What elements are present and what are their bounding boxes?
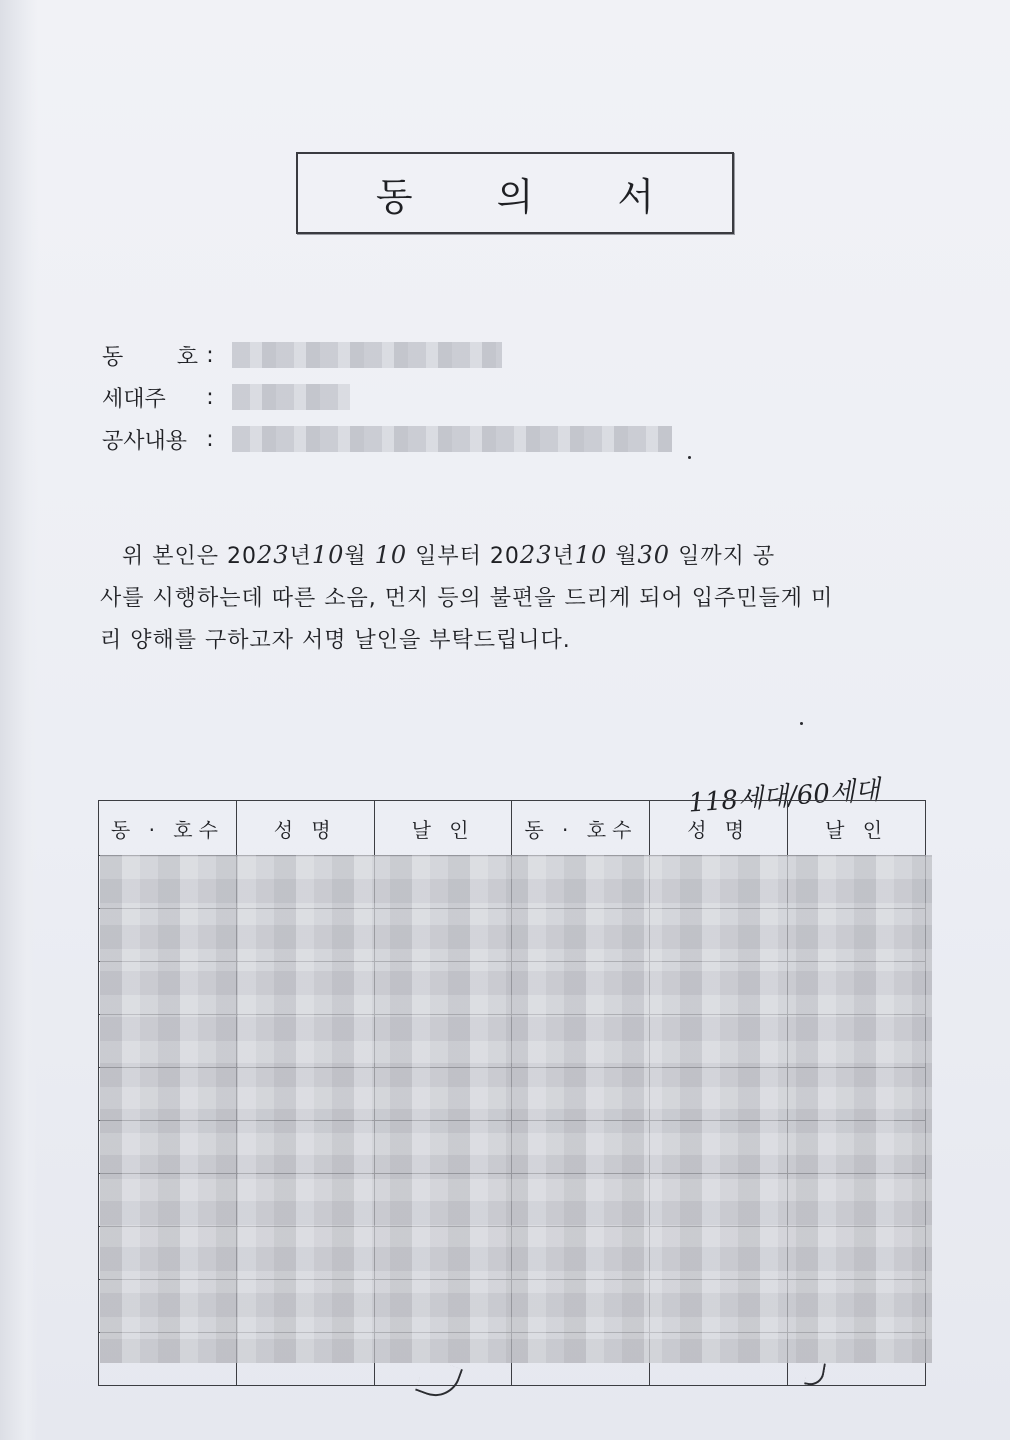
ink-dot [688, 456, 691, 459]
field-colon: : [206, 384, 214, 410]
table-header-row [99, 801, 926, 856]
consent-text: 월 [344, 544, 367, 569]
consent-paragraph [100, 534, 940, 662]
handwritten-end-year: 23 [519, 541, 553, 569]
field-colon: : [206, 426, 214, 452]
paper-fold-shadow [0, 0, 38, 1440]
redacted-value [232, 384, 350, 410]
redacted-value [232, 342, 502, 368]
handwritten-start-month: 10 [311, 541, 345, 569]
title-box [296, 152, 734, 234]
consent-text: 일부터 20 [415, 544, 520, 569]
consent-text: 년 [552, 544, 575, 569]
handwritten-end-day: 30 [637, 541, 671, 569]
header-seal-1: 날 인 [374, 801, 512, 856]
header-name-1: 성 명 [236, 801, 374, 856]
handwritten-start-day: 10 [374, 541, 408, 569]
consent-text: 월 [607, 544, 638, 569]
consent-line-3: 리 양해를 구하고자 서명 날인을 부탁드립니다. [100, 628, 571, 653]
redacted-value [232, 426, 672, 452]
consent-line-2: 사를 시행하는데 따른 소음, 먼지 등의 불편을 드리게 되어 입주민들게 미 [100, 586, 834, 611]
field-row-work [102, 418, 672, 460]
field-label: 동 호 [102, 344, 198, 370]
redacted-signatures-mosaic [100, 855, 932, 1363]
handwritten-household-count: 118세대/60세대 [687, 775, 881, 819]
ink-dot [800, 722, 803, 725]
info-fields [102, 334, 672, 460]
field-row-unit [102, 334, 672, 376]
consent-text: 년 [289, 544, 312, 569]
handwritten-end-month: 10 [574, 541, 608, 569]
header-seal-2: 날 인 [788, 801, 926, 856]
document-title: 동 의 서 [375, 174, 691, 219]
header-name-2: 성 명 [650, 801, 788, 856]
header-unit-1: 동 · 호수 [99, 801, 237, 856]
consent-text: 일까지 공 [678, 544, 776, 569]
field-label: 세대주 [102, 386, 166, 412]
consent-text: 위 본인은 20 [122, 544, 257, 569]
field-row-householder [102, 376, 672, 418]
field-label: 공사내용 [102, 428, 188, 454]
handwritten-start-year: 23 [257, 541, 290, 569]
header-unit-2: 동 · 호수 [512, 801, 650, 856]
field-colon: : [206, 342, 214, 368]
